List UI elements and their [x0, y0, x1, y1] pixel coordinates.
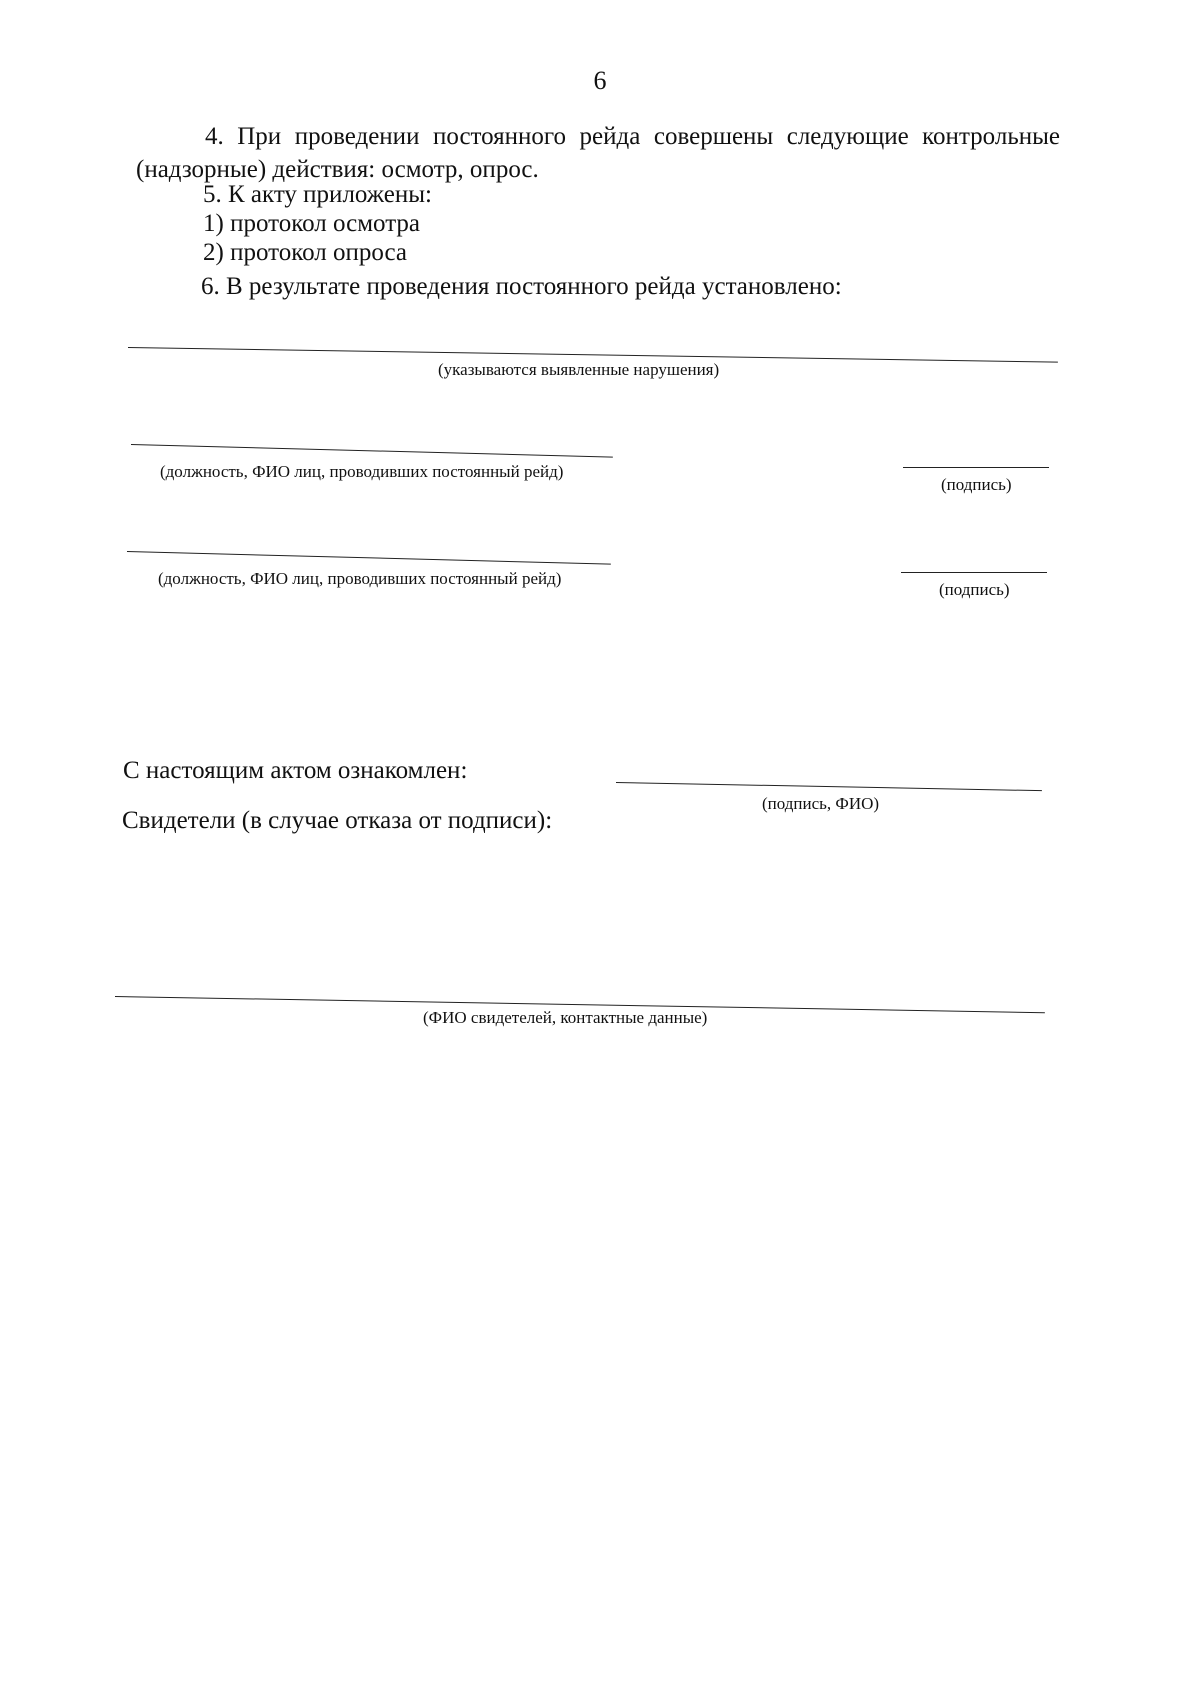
acknowledged-label: С настоящим актом ознакомлен:	[123, 757, 468, 784]
acknowledged-signature-caption: (подпись, ФИО)	[762, 794, 880, 813]
official-1-line	[131, 444, 613, 458]
item-6-heading: 6. В результате проведения постоянного рейда установлено:	[201, 273, 842, 300]
signature-2-caption: (подпись)	[939, 580, 1010, 599]
signature-1-line	[903, 467, 1049, 468]
item-4-line-1: 4. При проведении постоянного рейда совершены следующие контрольные	[205, 123, 1060, 150]
violations-caption: (указываются выявленные нарушения)	[438, 360, 720, 379]
signature-2-line	[901, 572, 1047, 573]
item-4-line-2: (надзорные) действия: осмотр, опрос.	[136, 156, 539, 183]
signature-1-caption: (подпись)	[941, 475, 1012, 494]
acknowledged-signature-line	[616, 782, 1042, 791]
witnesses-label: Свидетели (в случае отказа от подписи):	[122, 807, 553, 834]
item-5-attachment-1: 1) протокол осмотра	[203, 210, 421, 237]
page-number: 6	[593, 66, 607, 95]
item-5-heading: 5. К акту приложены:	[203, 181, 432, 208]
witnesses-caption: (ФИО свидетелей, контактные данные)	[423, 1008, 708, 1027]
official-1-caption: (должность, ФИО лиц, проводивших постоянный рейд)	[160, 462, 564, 481]
item-5-attachment-2: 2) протокол опроса	[203, 239, 407, 266]
official-2-caption: (должность, ФИО лиц, проводивших постоянный рейд)	[158, 569, 562, 588]
official-2-line	[127, 551, 611, 565]
